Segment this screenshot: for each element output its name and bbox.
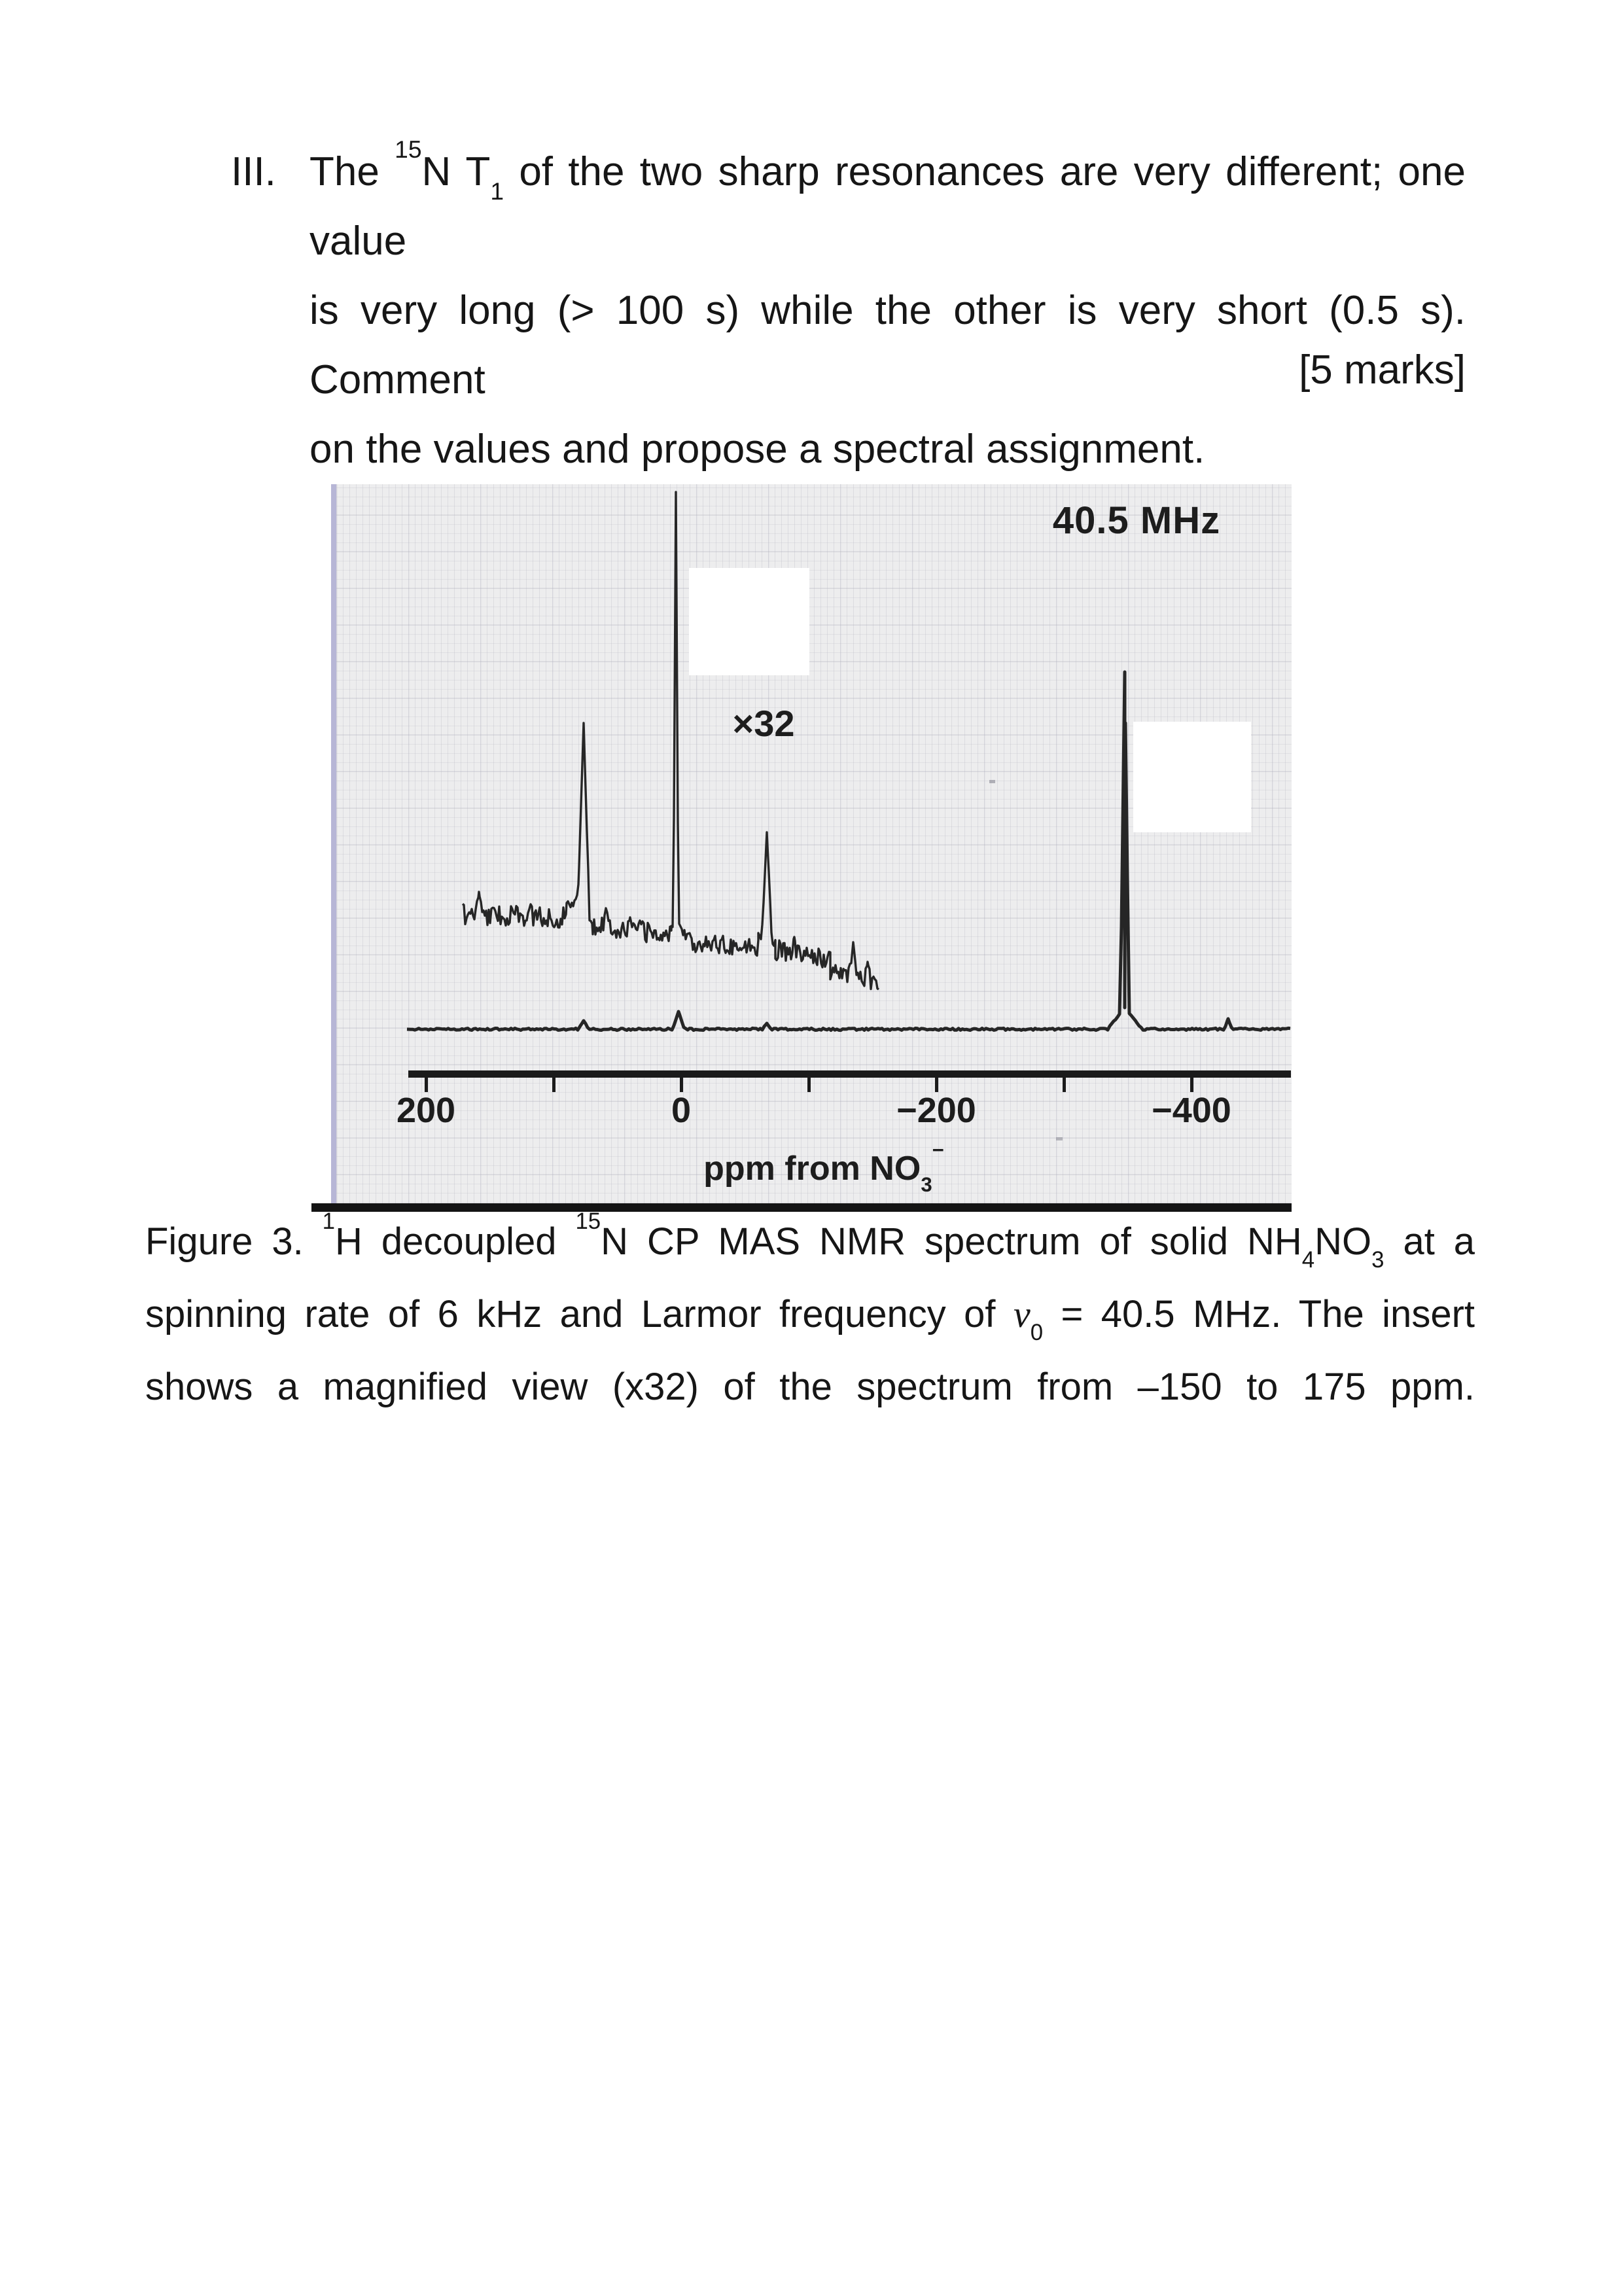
figure-caption xyxy=(145,1205,1475,1423)
question-line-1: The $^{15}$N $T_1$ of the two sharp resonances are very different; one value xyxy=(309,135,1466,264)
caption-line-1: Figure 3. $^1$H decoupled $^{15}$N CP MAS NMR spectrum of solid $NH_4NO_3$ at a xyxy=(145,1208,1475,1273)
tick-label-200: 200 xyxy=(396,1091,456,1130)
question-line-2: is very long (> 100 s) while the other is very short (0.5 s). Comment xyxy=(309,288,1466,402)
x-axis-line xyxy=(408,1070,1291,1078)
question-marker xyxy=(231,137,276,207)
axis-tick-n300 xyxy=(1063,1078,1066,1092)
scan-speck xyxy=(989,780,995,783)
tick-label-n200: −200 xyxy=(896,1091,976,1130)
figure-scan xyxy=(331,484,1292,1212)
question-line-3: on the values and propose a spectral assignment. xyxy=(309,427,1205,472)
caption-line-3: shows a magnified view (x32) of the spectrum from –150 to 175 ppm. xyxy=(145,1366,1475,1408)
scan-speck xyxy=(1056,1137,1063,1140)
tick-label-0: 0 xyxy=(671,1091,692,1130)
axis-tick-100 xyxy=(552,1078,555,1092)
question-text xyxy=(309,137,1466,484)
white-patch-left xyxy=(689,568,809,675)
x-axis-title: ppm from $NO_3^-$ xyxy=(703,1138,944,1197)
larmor-frequency-label: 40.5 MHz xyxy=(1052,499,1221,542)
question-marker-label: III. xyxy=(231,149,276,194)
caption-line-2: spinning rate of 6 kHz and Larmor frequency of $\nu_0 = 40.5$ MHz. The insert xyxy=(145,1293,1475,1346)
white-patch-right xyxy=(1133,722,1251,832)
magnification-label: ×32 xyxy=(732,703,795,744)
axis-tick-n100 xyxy=(807,1078,811,1092)
tick-label-n400: −400 xyxy=(1152,1091,1231,1130)
spectrum-insert-trace xyxy=(463,492,879,989)
marks-label: [5 marks] xyxy=(1299,347,1466,393)
